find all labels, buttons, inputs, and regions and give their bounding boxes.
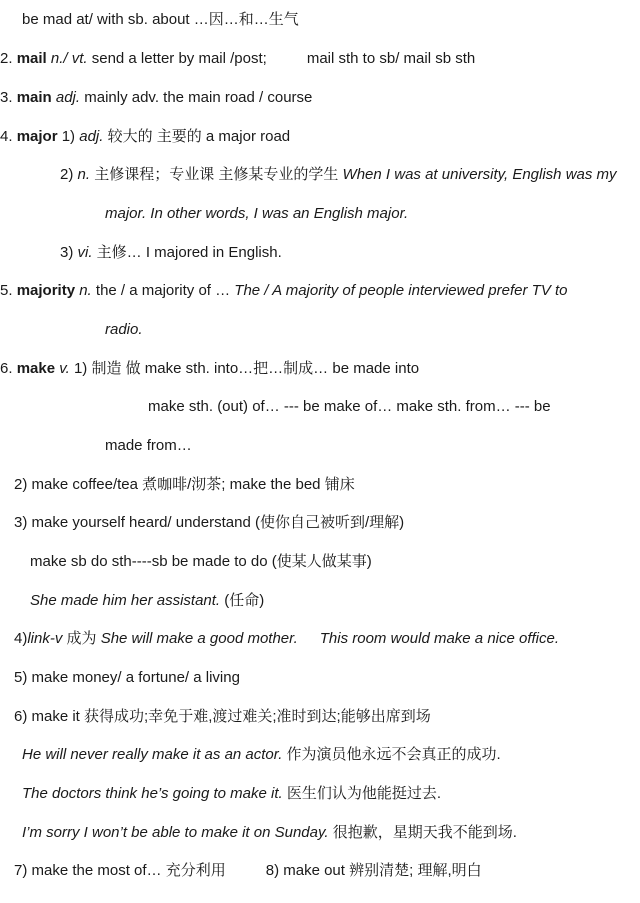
line-major-3-text: vi. bbox=[77, 244, 93, 261]
line-major-2 bbox=[60, 165, 617, 185]
line-make-6d bbox=[22, 823, 517, 843]
line-mail-text: n./ vt. bbox=[50, 50, 88, 67]
line-make-5-text: 5) make money/ a fortune/ a living bbox=[14, 669, 240, 686]
line-make-7-8 bbox=[14, 861, 482, 881]
line-make-6c bbox=[22, 784, 441, 804]
line-make-7-8-text: 7) make the most of… 充分利用 bbox=[14, 862, 226, 879]
line-make-2 bbox=[14, 475, 355, 495]
line-make-3c-text: (任命) bbox=[220, 592, 265, 609]
line-major-2-text: When I was at university, English was my bbox=[342, 166, 617, 183]
line-make-3c-text: She made him her assistant. bbox=[30, 592, 221, 609]
line-mail-text: mail bbox=[16, 50, 47, 67]
line-make-6b bbox=[22, 745, 501, 765]
line-major-1-text: 1) bbox=[57, 128, 80, 145]
line-major-2-text: 2) bbox=[60, 166, 78, 183]
line-make-6d-text: 很抱歉，星期天我不能到场. bbox=[328, 824, 517, 841]
line-make-6c-text: 医生们认为他能挺过去. bbox=[282, 785, 442, 802]
line-make-1b-text: make sth. (out) of… --- be make of… make sth. from… --- be bbox=[148, 398, 551, 415]
line-major-3-text: 主修… I majored in English. bbox=[92, 244, 282, 261]
line-major-1-text: major bbox=[16, 128, 58, 145]
line-mail-text: mail sth to sb/ mail sb sth bbox=[306, 50, 476, 67]
line-main-text: main bbox=[16, 89, 52, 106]
line-major-3 bbox=[60, 243, 282, 263]
line-make-4-text: This room would make a nice office. bbox=[319, 630, 560, 647]
line-make-1c-text: made from… bbox=[105, 437, 192, 454]
line-main bbox=[0, 88, 312, 108]
line-majority-text: n. bbox=[79, 282, 92, 299]
line-make-4-text: link-v bbox=[27, 630, 63, 647]
line-make-1-text: v. bbox=[59, 360, 70, 377]
line-majority-b-text: radio. bbox=[105, 321, 143, 338]
line-main-text: adj. bbox=[55, 89, 81, 106]
line-make-1c bbox=[105, 436, 192, 456]
line-make-6-text: 6) make it 获得成功;幸免于难,渡过难关;准时到达;能够出席到场 bbox=[14, 708, 431, 725]
line-mail-text: send a letter by mail /post; bbox=[87, 50, 267, 67]
line-make-6b-text: He will never really make it as an actor. bbox=[22, 746, 283, 763]
line-make-1 bbox=[0, 359, 419, 379]
line-make-6d-text: I’m sorry I won’t be able to make it on Sunday. bbox=[22, 824, 329, 841]
line-make-6c-text: The doctors think he’s going to make it. bbox=[22, 785, 283, 802]
line-make-3 bbox=[14, 513, 404, 533]
line-major-1-text: 4. bbox=[0, 128, 17, 145]
line-majority-text: 5. bbox=[0, 282, 17, 299]
line-mad-at bbox=[22, 10, 299, 30]
line-major-2-text: n. bbox=[77, 166, 91, 183]
line-major-1-text: adj. bbox=[79, 128, 104, 145]
line-major-3-text: 3) bbox=[60, 244, 78, 261]
line-make-6 bbox=[14, 707, 431, 727]
line-major-2-text: 主修课程；专业课 主修某专业的学生 bbox=[90, 166, 343, 183]
line-mail-text: 2. bbox=[0, 50, 17, 67]
line-majority-text: majority bbox=[16, 282, 76, 299]
line-major-2b bbox=[105, 204, 408, 224]
line-make-3c bbox=[30, 591, 264, 611]
line-make-2-text: 2) make coffee/tea 煮咖啡/沏茶; make the bed 铺床 bbox=[14, 476, 355, 493]
line-make-7-8-text: 8) make out 辨别清楚; 理解,明白 bbox=[265, 862, 482, 879]
line-majority bbox=[0, 281, 568, 301]
line-major-2b-text: major. In other words, I was an English major. bbox=[105, 205, 409, 222]
line-majority-text: the / a majority of … bbox=[91, 282, 235, 299]
line-mad-at-text: be mad at/ with sb. about …因…和…生气 bbox=[22, 11, 299, 28]
line-make-1-text: 6. bbox=[0, 360, 17, 377]
line-make-1-text: make bbox=[16, 360, 56, 377]
line-make-3b bbox=[30, 552, 372, 572]
line-make-4-text: She will make a good mother. bbox=[100, 630, 298, 647]
line-major-1-text: 较大的 主要的 a major road bbox=[103, 128, 291, 145]
line-make-3-text: 3) make yourself heard/ understand (使你自己被听到/理解) bbox=[14, 514, 405, 531]
line-make-1-text: 1) 制造 做 make sth. into…把…制成… be made into bbox=[69, 360, 420, 377]
line-make-4 bbox=[14, 629, 559, 649]
line-make-3b-text: make sb do sth----sb be made to do (使某人做某事) bbox=[30, 553, 372, 570]
line-majority-b bbox=[105, 320, 143, 340]
line-major-1 bbox=[0, 127, 290, 147]
line-make-6b-text: 作为演员他永远不会真正的成功. bbox=[282, 746, 501, 763]
line-mail bbox=[0, 49, 475, 69]
line-make-1b bbox=[148, 397, 551, 417]
line-main-text: mainly adv. the main road / course bbox=[80, 89, 313, 106]
line-make-4-text: 4) bbox=[14, 630, 28, 647]
line-make-4-text: 成为 bbox=[62, 630, 101, 647]
line-majority-text: The / A majority of people interviewed prefer TV to bbox=[234, 282, 568, 299]
line-main-text: 3. bbox=[0, 89, 17, 106]
line-make-5 bbox=[14, 668, 240, 688]
